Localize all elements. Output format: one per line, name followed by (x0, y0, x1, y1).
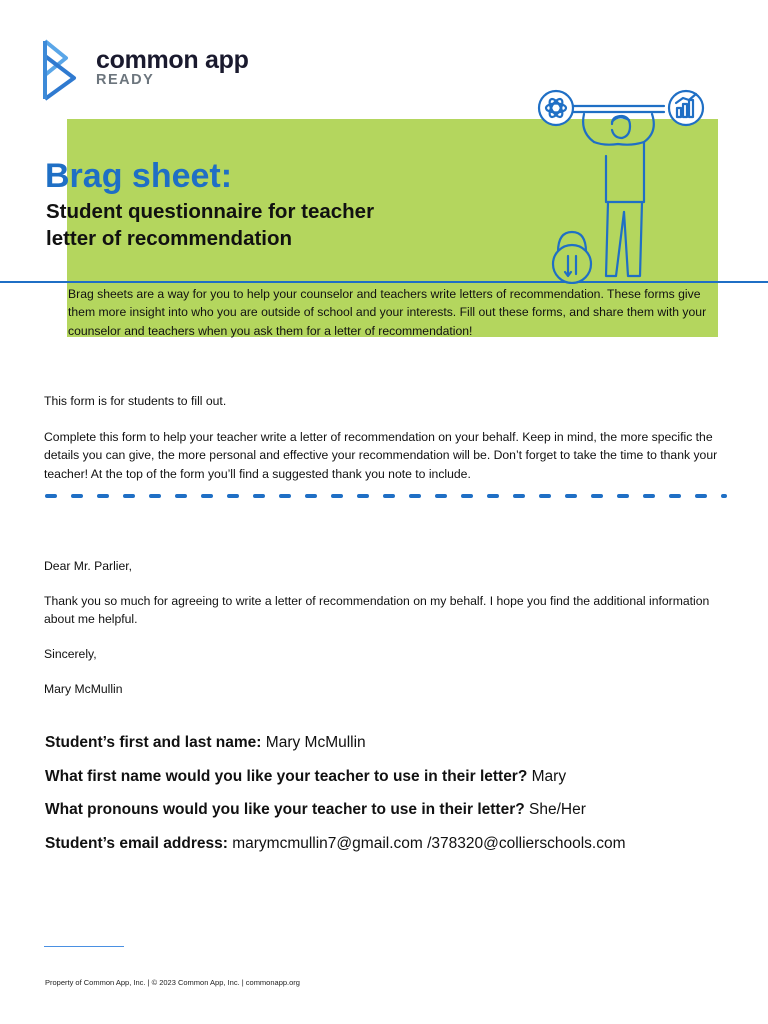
letter-body: Thank you so much for agreeing to write a letter of recommendation on my behalf. I hope you find the additional information about me helpful. (44, 594, 710, 627)
student-name-field (45, 734, 366, 752)
email-value[interactable]: marymcmullin7@gmail.com /378320@collierschools.com (232, 835, 626, 852)
page-title: Brag sheet: (45, 157, 233, 195)
student-name-value[interactable]: Mary McMullin (265, 734, 366, 751)
common-app-logo (42, 38, 282, 104)
letter-signature: Mary McMullin (44, 682, 123, 696)
email-label: Student’s email address: (45, 835, 228, 852)
weightlifter-illustration (532, 84, 712, 284)
first-name-label: What first name would you like your teacher to use in their letter? (45, 768, 528, 785)
first-name-field (45, 768, 566, 786)
atom-icon (539, 91, 573, 125)
intro-paragraph: Brag sheets are a way for you to help your counselor and teachers write letters of recommendation. These forms give them more insight into who you are outside of school and your interests. Fill out these forms, and share them with your counselor and teachers when you ask them for a letter of recommendation! (68, 287, 707, 338)
footer-rule (44, 946, 124, 947)
first-name-value[interactable]: Mary (531, 768, 567, 785)
bar-chart-icon (669, 91, 703, 125)
letter-greeting: Dear Mr. Parlier, (44, 559, 133, 573)
footer-text: Property of Common App, Inc. | © 2023 Common App, Inc. | commonapp.org (45, 978, 300, 987)
pronouns-field (45, 801, 586, 819)
instruction-line: This form is for students to fill out. (44, 394, 227, 408)
letter-closing: Sincerely, (44, 647, 97, 661)
pronouns-value[interactable]: She/Her (529, 801, 586, 818)
subtitle-line-2: letter of recommendation (46, 227, 293, 250)
pronouns-label: What pronouns would you like your teacher to use in their letter? (45, 801, 525, 818)
logo-wordmark: common app (96, 46, 249, 74)
email-field (45, 835, 626, 853)
common-app-logo-icon (42, 38, 86, 102)
student-name-label: Student’s first and last name: (45, 734, 262, 751)
logo-tagline: READY (96, 72, 155, 88)
subtitle-line-1: Student questionnaire for teacher (46, 200, 375, 223)
kettlebell-icon (553, 232, 591, 283)
page-subtitle (46, 198, 446, 252)
instruction-paragraph: Complete this form to help your teacher write a letter of recommendation on your behalf. Keep in mind, the more specific the details you can give, the more personal and effective your recommendation will be. Don’t forget to take the time to thank your teacher! At the top of the form you’ll find a suggested thank you note to include. (44, 430, 718, 481)
dotted-divider (44, 493, 728, 499)
